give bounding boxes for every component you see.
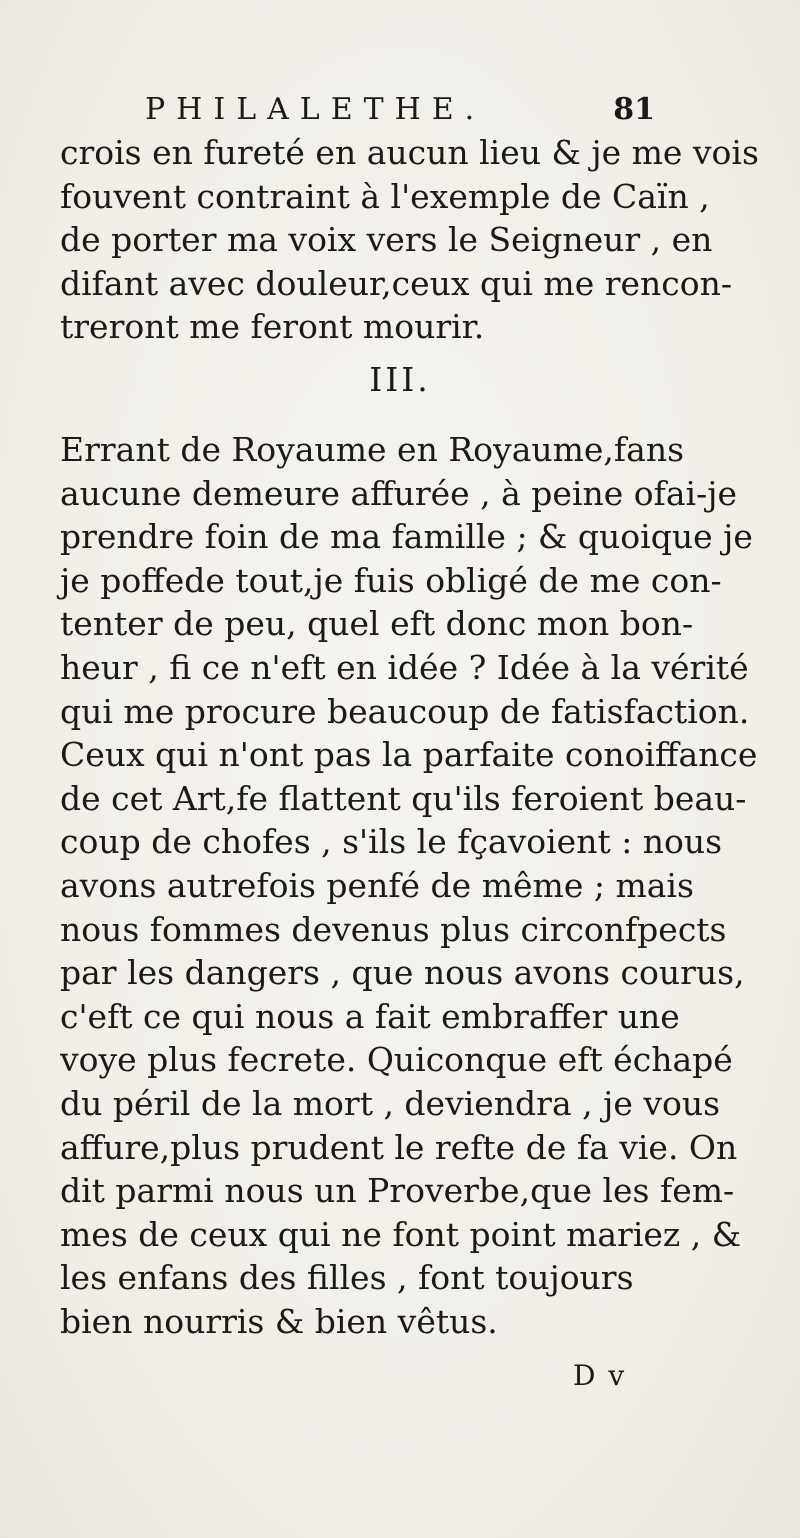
text-line: aucune demeure affurée , à peine ofai-je (60, 473, 737, 513)
text-line: avons autrefois penfé de même ; mais (60, 865, 694, 905)
text-line: treront me feront mourir. (60, 307, 485, 347)
text-line: les enfans des filles , font toujours (60, 1258, 634, 1298)
signature-mark: D v (573, 1359, 627, 1392)
text-line: affure,plus prudent le refte de fa vie. On (60, 1127, 738, 1167)
text-line: Errant de Royaume en Royaume,fans (60, 430, 685, 469)
text-line: par les dangers , que nous avons courus, (60, 953, 745, 993)
text-line: qui me procure beaucoup de fatisfaction. (60, 691, 750, 731)
text-line: de porter ma voix vers le Seigneur , en (60, 220, 713, 260)
text-line: mes de ceux qui ne font point mariez , & (60, 1214, 742, 1254)
text-line: c'eft ce qui nous a fait embraffer une (60, 996, 680, 1036)
text-line: crois en fureté en aucun lieu & je me vois (60, 133, 759, 172)
running-title: PHILALETHE. (145, 92, 486, 127)
text-line: dit parmi nous un Proverbe,que les fem- (60, 1171, 735, 1211)
text-line: je poffede tout,je fuis obligé de me con- (60, 560, 722, 600)
text-line: voye plus fecrete. Quiconque eft échapé (60, 1040, 733, 1080)
text-line: Ceux qui n'ont pas la parfaite conoiffance (60, 735, 758, 775)
text-line: tenter de peu, quel eft donc mon bon- (60, 604, 694, 644)
paragraph-2 (60, 428, 758, 1343)
text-line: prendre foin de ma famille ; & quoique je (60, 517, 753, 557)
text-line: nous fommes devenus plus circonfpects (60, 909, 727, 949)
text-line: coup de chofes , s'ils le fçavoient : nous (60, 822, 723, 862)
text-line: du péril de la mort , deviendra , je vous (60, 1083, 721, 1123)
text-line: difant avec douleur,ceux qui me rencon- (60, 263, 733, 303)
section-number: III. (369, 360, 431, 399)
running-head (145, 88, 655, 132)
text-line: bien nourris & bien vêtus. (60, 1301, 498, 1341)
text-line: fouvent contraint à l'exemple de Caïn , (60, 176, 710, 216)
text-line: heur , fi ce n'eft en idée ? Idée à la vérité (60, 647, 749, 687)
text-line: de cet Art,fe flattent qu'ils feroient beau- (60, 778, 747, 818)
page-number: 81 (613, 92, 655, 127)
paragraph-1 (60, 131, 759, 349)
